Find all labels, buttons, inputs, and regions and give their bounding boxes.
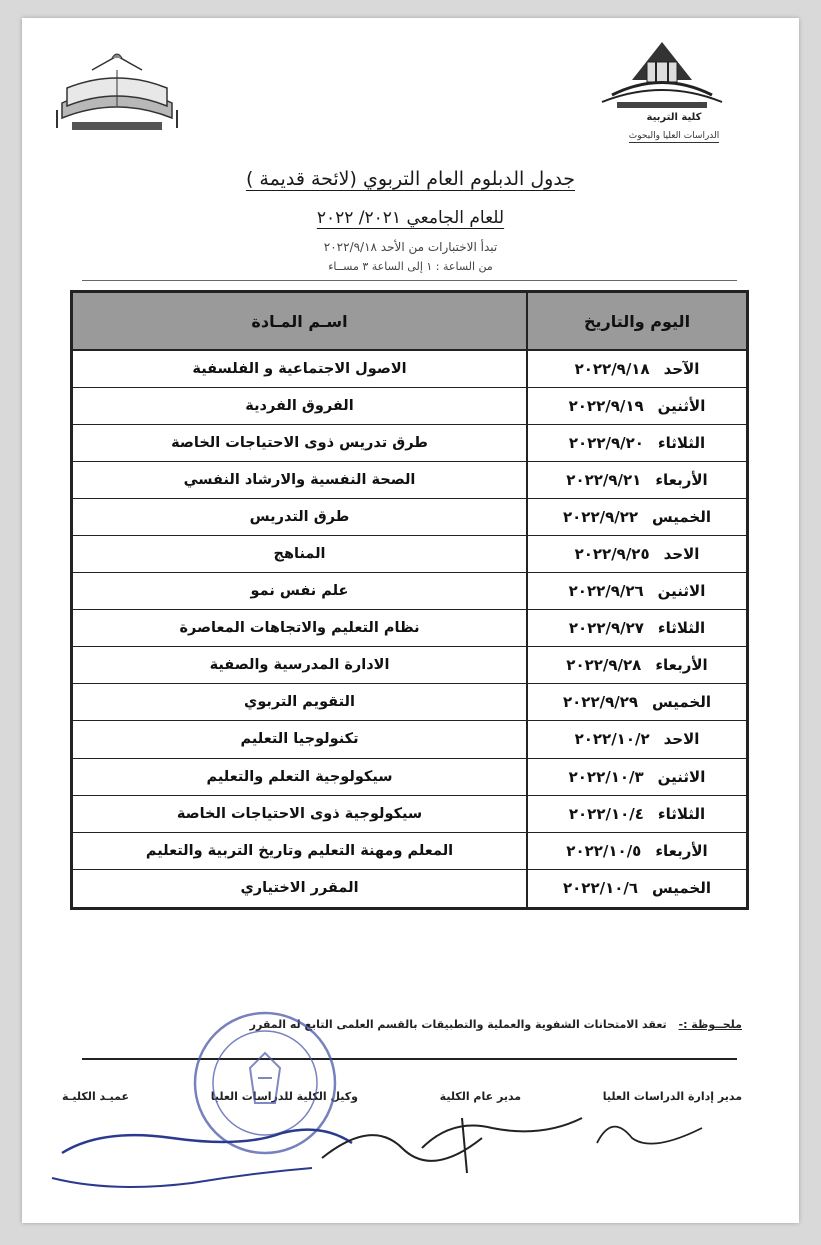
- date-cell: [526, 351, 746, 387]
- date-cell: [526, 721, 746, 757]
- day-name: الأربعاء: [655, 471, 708, 490]
- note-label: ملحــوظة :-: [678, 1018, 742, 1031]
- subject-cell: الفروق الفردية: [245, 398, 354, 415]
- faculty-name: كلية التربية: [646, 112, 702, 123]
- subject-cell: تكنولوجيا التعليم: [240, 731, 359, 748]
- table-row: [73, 647, 746, 684]
- exam-date: ٢٠٢٢/١٠/٥: [566, 841, 642, 860]
- date-cell: [526, 388, 746, 424]
- table-row: [73, 462, 746, 499]
- date-cell: [526, 610, 746, 646]
- signature-dean: عميـد الكليـة: [62, 1090, 130, 1103]
- table-row: [73, 833, 746, 870]
- academic-year: للعام الجامعي ٢٠٢١/ ٢٠٢٢: [316, 208, 505, 228]
- subject-cell: التقويم التربوي: [244, 694, 355, 711]
- table-row: [73, 425, 746, 462]
- table-row: [73, 351, 746, 388]
- exam-date: ٢٠٢٢/٩/١٨: [574, 360, 650, 379]
- day-name: الخميس: [652, 879, 712, 898]
- date-cell: [526, 536, 746, 572]
- official-stamp-icon: [190, 1008, 340, 1158]
- day-name: الآحد: [663, 360, 700, 379]
- document-title: جدول الدبلوم العام التربوي (لائحة قديمة ): [245, 168, 576, 190]
- day-name: الاثنين: [657, 582, 706, 601]
- date-cell: [526, 425, 746, 461]
- day-name: الثلاثاء: [657, 804, 706, 823]
- subject-cell: الادارة المدرسية والصفية: [209, 657, 390, 674]
- faculty-heading: [604, 112, 744, 143]
- exam-date: ٢٠٢٢/١٠/٣: [568, 767, 644, 786]
- table-row: [73, 388, 746, 425]
- table-row: [73, 573, 746, 610]
- exam-start-date: تبدأ الاختبارات من الأحد ٢٠٢٢/٩/١٨: [323, 240, 498, 254]
- column-header-subject: اسـم المـادة: [251, 311, 348, 331]
- date-cell: [526, 759, 746, 795]
- day-name: الخميس: [652, 508, 712, 527]
- exam-date: ٢٠٢٢/٩/٢٢: [563, 508, 639, 527]
- exam-date: ٢٠٢٢/١٠/٦: [563, 879, 639, 898]
- document-page: [22, 18, 799, 1223]
- table-row: [73, 870, 746, 907]
- day-name: الثلاثاء: [657, 619, 706, 638]
- table-row: [73, 499, 746, 536]
- note: [22, 1018, 742, 1031]
- signature-vice-dean: وكيل الكلية للدراسات العليا: [210, 1090, 358, 1103]
- subject-cell: المناهج: [273, 546, 326, 563]
- table-row: [73, 684, 746, 721]
- university-logo-icon: [592, 40, 732, 115]
- table-row: [73, 721, 746, 758]
- exam-time: من الساعة : ١ إلى الساعة ٣ مســاء: [328, 260, 493, 273]
- table-body: [73, 351, 746, 907]
- subject-cell: المعلم ومهنة التعليم وتاريخ التربية والتعليم: [145, 842, 454, 859]
- subject-cell: سيكولوجية ذوى الاحتياجات الخاصة: [176, 805, 423, 822]
- table-header: [73, 293, 746, 351]
- column-header-date: اليوم والتاريخ: [526, 293, 746, 349]
- subject-cell: طرق تدريس ذوى الاحتياجات الخاصة: [171, 435, 428, 452]
- signature-grad-admin: مدير إدارة الدراسات العليا: [602, 1090, 742, 1103]
- subject-cell: الصحة النفسية والارشاد النفسي: [183, 472, 416, 489]
- subject-cell: المقرر الاختياري: [240, 880, 359, 897]
- date-cell: [526, 499, 746, 535]
- exam-date: ٢٠٢٢/٩/٢٧: [568, 619, 644, 638]
- table-row: [73, 796, 746, 833]
- day-name: الخميس: [652, 693, 712, 712]
- exam-date: ٢٠٢٢/٩/٢٠: [568, 434, 644, 453]
- signature-general-manager: مدير عام الكلية: [439, 1090, 522, 1103]
- exam-date: ٢٠٢٢/٩/٢٨: [566, 656, 642, 675]
- table-row: [73, 610, 746, 647]
- day-name: الأربعاء: [655, 841, 708, 860]
- divider: [82, 1058, 737, 1060]
- table-row: [73, 759, 746, 796]
- institute-logo-icon: [52, 48, 182, 138]
- day-name: الأثنين: [657, 397, 706, 416]
- day-name: الاحد: [663, 730, 700, 749]
- day-name: الأربعاء: [655, 656, 708, 675]
- day-name: الثلاثاء: [657, 434, 706, 453]
- handwritten-signature-icon: [22, 1098, 799, 1218]
- exam-date: ٢٠٢٢/٩/٢٦: [568, 582, 644, 601]
- date-cell: [526, 833, 746, 869]
- exam-date: ٢٠٢٢/٩/٢٩: [563, 693, 639, 712]
- table-row: [73, 536, 746, 573]
- exam-date: ٢٠٢٢/٩/٢١: [566, 471, 642, 490]
- date-cell: [526, 647, 746, 683]
- date-cell: [526, 796, 746, 832]
- subject-cell: طرق التدريس: [249, 509, 350, 526]
- exam-date: ٢٠٢٢/١٠/٤: [568, 804, 644, 823]
- signature-row: [62, 1090, 742, 1103]
- department-name: الدراسات العليا والبحوث: [628, 131, 720, 141]
- note-text: تعقد الامتحانات الشفوية والعملية والتطبيقات بالقسم العلمى التابع له المقرر: [249, 1018, 667, 1031]
- day-name: الاثنين: [657, 767, 706, 786]
- exam-date: ٢٠٢٢/٩/٢٥: [574, 545, 650, 564]
- date-cell: [526, 573, 746, 609]
- exam-date: ٢٠٢٢/٩/١٩: [568, 397, 644, 416]
- date-cell: [526, 462, 746, 498]
- subject-cell: الاصول الاجتماعية و الفلسفية: [192, 361, 407, 378]
- divider: [82, 280, 737, 281]
- subject-cell: علم نفس نمو: [250, 583, 349, 600]
- subject-cell: نظام التعليم والاتجاهات المعاصرة: [179, 620, 420, 637]
- exam-schedule-table: [70, 290, 749, 910]
- day-name: الاحد: [663, 545, 700, 564]
- date-cell: [526, 870, 746, 907]
- exam-date: ٢٠٢٢/١٠/٢: [574, 730, 650, 749]
- subject-cell: سيكولوجية التعلم والتعليم: [206, 768, 393, 785]
- date-cell: [526, 684, 746, 720]
